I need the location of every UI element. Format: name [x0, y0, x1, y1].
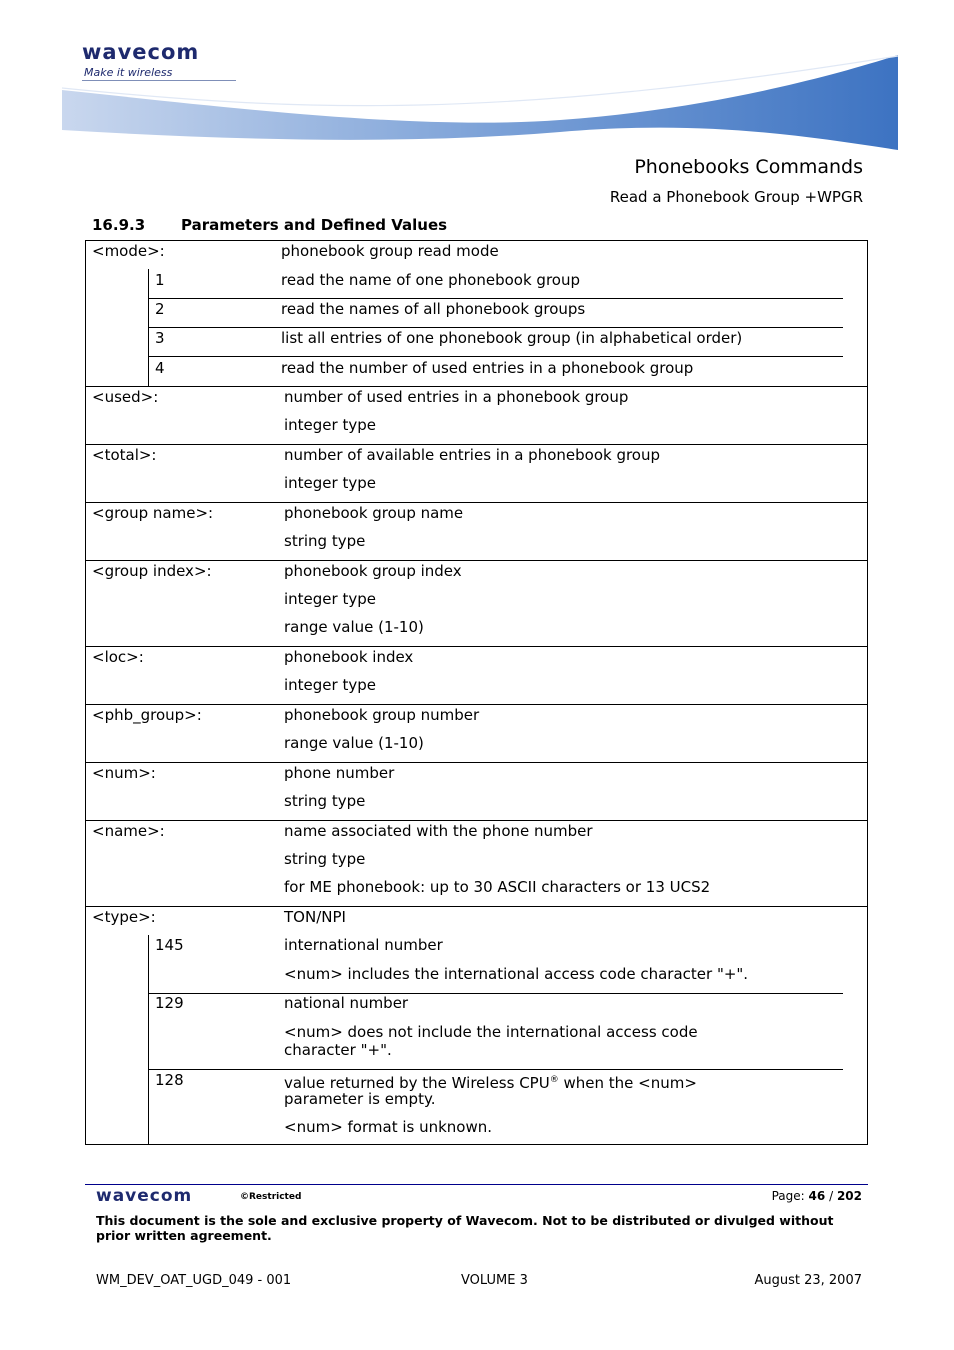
value-desc: read the name of one phonebook group [281, 271, 580, 289]
header-swoosh-graphic [0, 50, 954, 160]
param-name: <num>: [92, 764, 156, 782]
page-label: Page: [771, 1189, 805, 1203]
value-code: 3 [155, 329, 165, 347]
value-divider [148, 935, 149, 1144]
param-type: integer type [284, 416, 376, 434]
param-name: <used>: [92, 388, 159, 406]
value-note: <num> format is unknown. [284, 1118, 493, 1136]
wavecom-logo: wavecom [82, 40, 200, 64]
param-type: integer type [284, 676, 376, 694]
value-desc-text-cont: when the <num> [558, 1074, 697, 1092]
value-note-cont: character "+". [284, 1041, 392, 1059]
value-desc-text: value returned by the Wireless CPU [284, 1074, 550, 1092]
confidentiality-notice: This document is the sole and exclusive property of Wavecom. Not to be distributed or divulged without prior written agreement. [96, 1213, 834, 1243]
footer-rule [85, 1184, 868, 1185]
param-desc: phone number [284, 764, 395, 782]
page-current: 46 [808, 1189, 826, 1203]
param-name: <group index>: [92, 562, 212, 580]
param-row-mode [86, 241, 867, 386]
value-desc: read the names of all phonebook groups [281, 300, 586, 318]
param-name: <mode>: [92, 242, 165, 260]
param-type: string type [284, 532, 366, 550]
param-row-phb-group [86, 704, 867, 762]
param-note: for ME phonebook: up to 30 ASCII characters or 13 UCS2 [284, 878, 711, 896]
value-desc [284, 1071, 697, 1092]
value-note: <num> includes the international access code character "+". [284, 965, 749, 983]
param-name: <name>: [92, 822, 165, 840]
logo-tagline: Make it wireless [84, 66, 173, 79]
param-row-group-name [86, 502, 867, 560]
param-desc: TON/NPI [284, 908, 346, 926]
document-date: August 23, 2007 [754, 1273, 862, 1288]
param-row-group-index [86, 560, 867, 646]
param-name: <total>: [92, 446, 157, 464]
value-separator [148, 993, 843, 994]
footer-wavecom-logo: wavecom [96, 1186, 193, 1206]
value-desc: national number [284, 994, 409, 1012]
param-range: range value (1-10) [284, 618, 424, 636]
param-row-used [86, 386, 867, 444]
param-name: <phb_group>: [92, 706, 202, 724]
param-desc: number of used entries in a phonebook group [284, 388, 629, 406]
restricted-label: ©Restricted [240, 1192, 302, 1202]
page-number [772, 1189, 862, 1203]
param-desc: phonebook group number [284, 706, 480, 724]
param-range: range value (1-10) [284, 734, 424, 752]
value-code: 2 [155, 300, 165, 318]
section-title: Parameters and Defined Values [181, 216, 448, 234]
param-desc: phonebook group index [284, 562, 462, 580]
param-row-total [86, 444, 867, 502]
value-desc: international number [284, 936, 443, 954]
param-name: <type>: [92, 908, 156, 926]
value-code: 1 [155, 271, 165, 289]
value-code: 128 [155, 1071, 184, 1089]
param-desc: phonebook group name [284, 504, 464, 522]
section-heading [92, 216, 447, 234]
section-number: 16.9.3 [92, 216, 146, 234]
value-desc-cont: parameter is empty. [284, 1090, 436, 1108]
value-separator [148, 1069, 843, 1070]
param-type: integer type [284, 590, 376, 608]
param-name: <loc>: [92, 648, 144, 666]
value-separator [148, 298, 843, 299]
value-code: 129 [155, 994, 184, 1012]
param-name: <group name>: [92, 504, 214, 522]
param-type: string type [284, 850, 366, 868]
volume-label: VOLUME 3 [461, 1273, 528, 1288]
param-row-name [86, 820, 867, 906]
param-desc: phonebook group read mode [281, 242, 499, 260]
param-desc: name associated with the phone number [284, 822, 593, 840]
page-total: 202 [836, 1189, 862, 1203]
value-code: 145 [155, 936, 184, 954]
param-row-loc [86, 646, 867, 704]
document-id: WM_DEV_OAT_UGD_049 - 001 [96, 1273, 292, 1288]
value-separator [148, 356, 843, 357]
parameters-table [85, 240, 868, 1145]
value-desc: list all entries of one phonebook group (in alphabetical order) [281, 329, 743, 347]
page-subtitle: Read a Phonebook Group +WPGR [609, 188, 863, 206]
page-title: Phonebooks Commands [634, 156, 863, 178]
value-code: 4 [155, 359, 165, 377]
param-type: string type [284, 792, 366, 810]
param-desc: number of available entries in a phonebook group [284, 446, 661, 464]
page-separator: / [829, 1189, 834, 1203]
param-row-type [86, 906, 867, 1144]
param-desc: phonebook index [284, 648, 414, 666]
param-row-num [86, 762, 867, 820]
value-desc: read the number of used entries in a phonebook group [281, 359, 694, 377]
value-separator [148, 327, 843, 328]
value-note: <num> does not include the international access code [284, 1023, 698, 1041]
registered-mark: ® [549, 1075, 559, 1085]
param-type: integer type [284, 474, 376, 492]
